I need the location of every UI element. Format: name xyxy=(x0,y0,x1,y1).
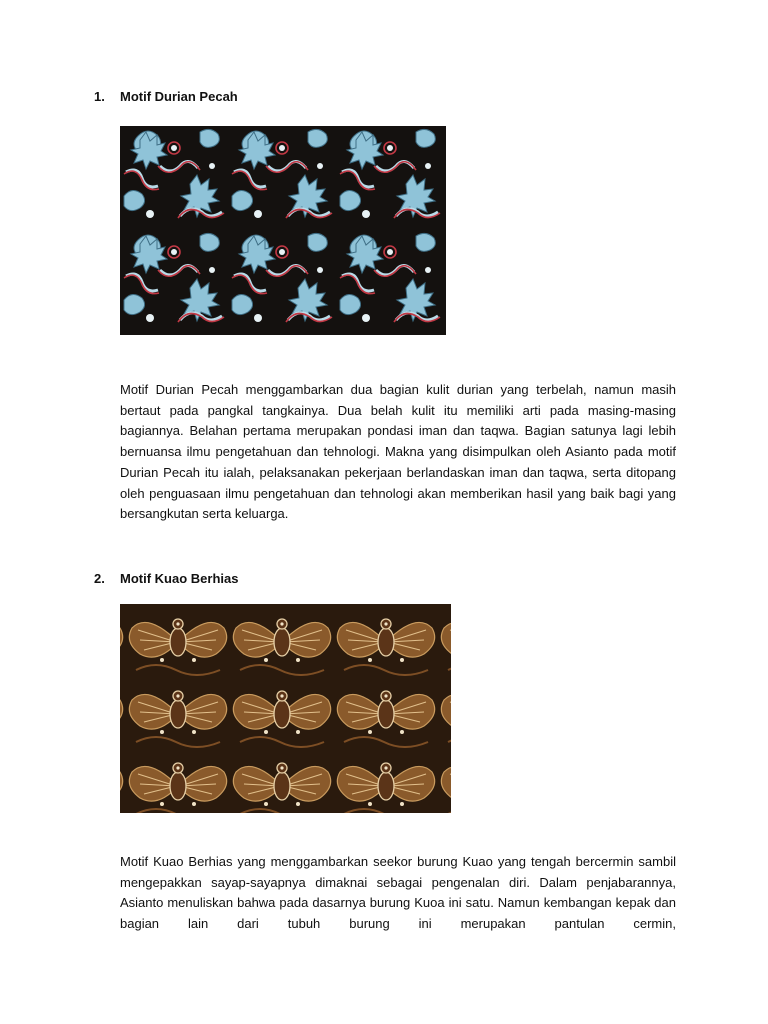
batik-durian-pecah-image xyxy=(120,126,446,335)
section-number: 2. xyxy=(94,571,105,586)
section-title: Motif Durian Pecah xyxy=(120,89,238,104)
section-durian-pecah xyxy=(94,89,676,525)
section-paragraph: Motif Durian Pecah menggambarkan dua bagian kulit durian yang terbelah, namun masih bertaut pada pangkal tangkainya. Dua belah kulit itu memiliki arti pada masing-masing bagiannya. Belahan pertama merupakan pondasi iman dan taqwa. Bagian satunya lagi lebih bernuansa ilmu pengetahuan dan tehnologi. Makna yang disimpulkan oleh Asianto pada motif Durian Pecah itu ialah, pelaksanakan pekerjaan berlandaskan iman dan taqwa, serta ditopang oleh penguasaan ilmu pengetahuan dan tehnologi akan memberikan hasil yang baik bagi yang bersangkutan serta keluarga. xyxy=(120,382,676,522)
section-paragraph: Motif Kuao Berhias yang menggambarkan seekor burung Kuao yang tengah bercermin sambil mengepakkan sayap-sayapnya dimaknai sebagai pengenalan diri. Dalam penjabarannya, Asianto menuliskan bahwa pada dasarnya burung Kuoa ini satu. Namun kembangan kepak dan bagian lain dari tubuh burung ini merupakan pantulan cermin, xyxy=(120,854,676,932)
section-number: 1. xyxy=(94,89,105,104)
section-title: Motif Kuao Berhias xyxy=(120,571,239,586)
section-heading xyxy=(94,571,676,587)
batik-kuao-berhias-image xyxy=(120,604,451,813)
section-heading xyxy=(94,89,676,105)
section-kuao-berhias xyxy=(94,571,676,935)
